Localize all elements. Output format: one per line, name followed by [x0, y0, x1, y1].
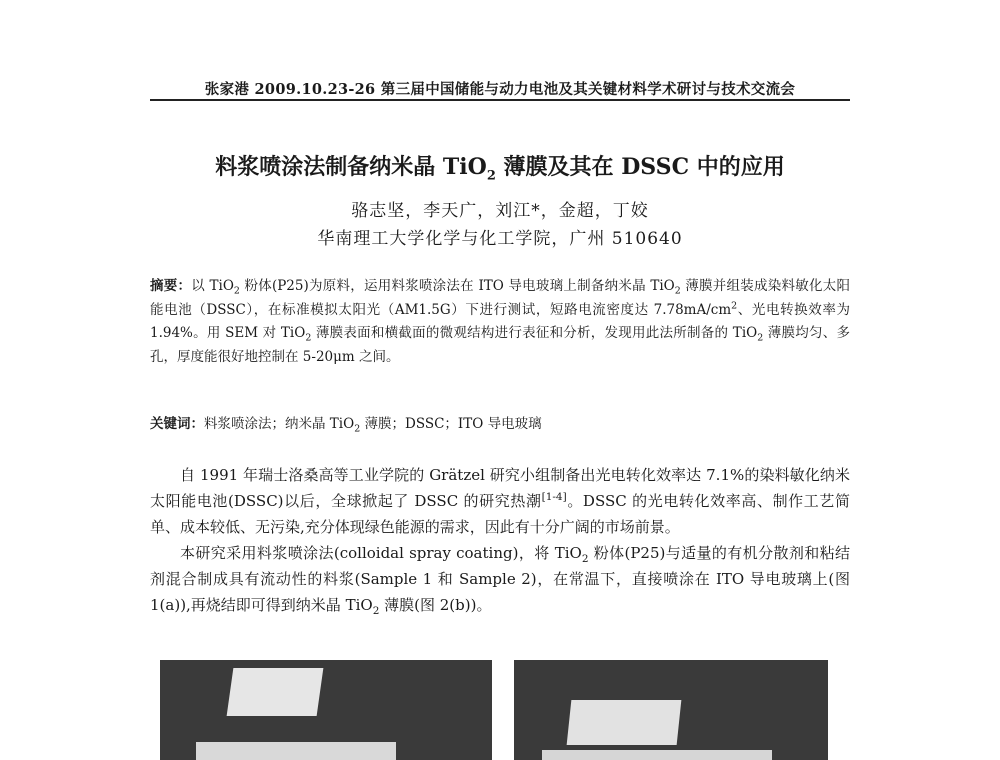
figure-photo-right	[514, 660, 828, 760]
glass-slide-top	[567, 700, 682, 745]
glass-slide-top	[227, 668, 324, 716]
abstract: 摘要：以 TiO$_2$ 粉体(P25)为原料，运用料浆喷涂法在 ITO 导电玻璃上制备纳米晶 TiO$_2$ 薄膜并组装成染料敏化太阳能电池（DSSC），在标准模拟太阳光（AM1.5G）下进行测试，短路电流密度达 $7.78mA/cm^2$、光电转换效率为 1.94%。用 SEM 对 TiO$_2$ 薄膜表面和横截面的微观结构进行表征和分析，发现用此法所制备的 TiO$_2$ 薄膜均匀、多孔，厚度能很好地控制在 5-20μm 之间。	[150, 278, 850, 365]
body-paragraph-1: 自 1991 年瑞士洛桑高等工业学院的 Grätzel 研究小组制备出光电转化效率达 7.1%的染料敏化纳米太阳能电池(DSSC)以后，全球掀起了 DSSC 的研究热潮[1-4]。DSSC 的光电转化效率高、制作工艺简单、成本较低、无污染,充分体现绿色能源的需求，因此有十分广阔的市场前景。	[150, 466, 851, 536]
author-list: 骆志坚，李天广，刘江*，金超，丁姣	[351, 201, 649, 221]
keywords-label: 关键词：	[150, 416, 204, 432]
paper-title: 料浆喷涂法制备纳米晶 TiO$_2$ 薄膜及其在 DSSC 中的应用	[215, 154, 785, 184]
body-text	[150, 462, 850, 618]
header-rule	[150, 99, 850, 101]
keywords: 关键词：料浆喷涂法；纳米晶 TiO$_2$ 薄膜；DSSC；ITO 导电玻璃	[150, 416, 542, 435]
body-paragraph-2: 本研究采用料浆喷涂法(colloidal spray coating)，将 TiO$_2$ 粉体(P25)与适量的有机分散剂和粘结剂混合制成具有流动性的料浆(Sample 1 和 Sample 2)，在常温下，直接喷涂在 ITO 导电玻璃上(图 1(a)),再烧结即可得到纳米晶 TiO$_2$ 薄膜(图 2(b))。	[150, 544, 851, 617]
running-header: 张家港 2009.10.23-26 第三届中国储能与动力电池及其关键材料学术研讨与技术交流会	[204, 81, 796, 98]
figure-photo-left	[160, 660, 492, 760]
abstract-label: 摘要：	[150, 278, 192, 294]
affiliation: 华南理工大学化学与化工学院，广州 510640	[317, 229, 683, 249]
glass-slide-bottom	[542, 750, 772, 760]
glass-slide-bottom	[196, 742, 396, 760]
